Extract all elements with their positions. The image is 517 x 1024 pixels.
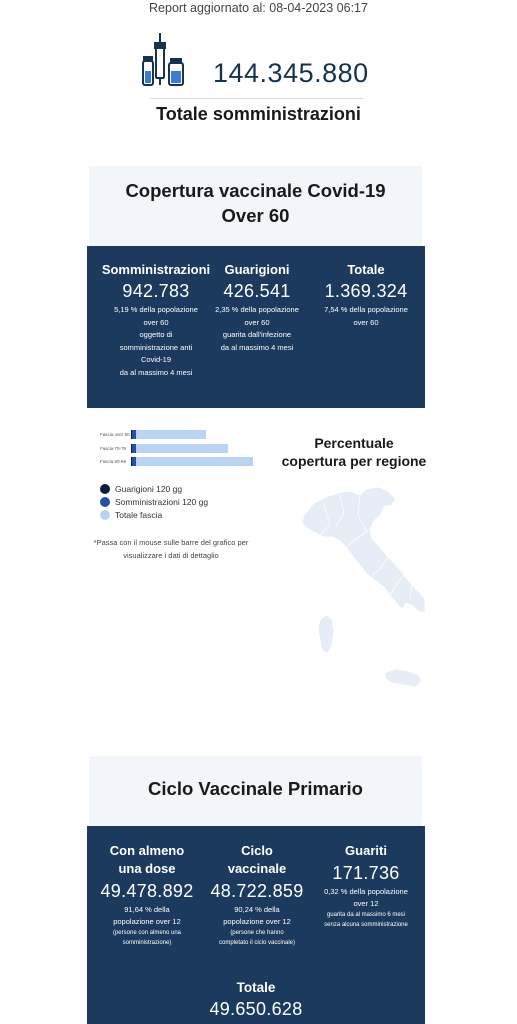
stat-desc: popolazione over 12 [223, 917, 291, 926]
legend-dot [100, 497, 110, 507]
stat-small: (persone che hanno [230, 930, 284, 936]
primario-title: Ciclo Vaccinale Primario [148, 778, 363, 799]
stat-small: completato il ciclo vaccinale) [218, 940, 296, 946]
stat-value: 1.369.324 [324, 281, 408, 301]
stat-desc: over 60 [353, 317, 379, 327]
stat-small: guarita da al massimo 6 mesi [326, 912, 406, 918]
stat-value: 49.478.892 [100, 881, 194, 901]
map-title-line1: Percentuale [314, 435, 394, 451]
legend-totale-fascia [100, 510, 162, 520]
stat-desc: 0,32 % della popolazione [324, 887, 408, 896]
stat-desc: Covid-19 [140, 355, 171, 364]
fascia-bar-chart[interactable] [97, 430, 267, 472]
report-updated-text: Report aggiornato al: 08-04-2023 06:17 [149, 1, 368, 15]
stat-desc: 91,64 % della [124, 905, 170, 914]
bar-category-label: Fascia 70-79 [100, 445, 127, 451]
stat-heading: Guarigioni [224, 262, 290, 277]
chart-hover-note [86, 536, 256, 562]
stat-guarigioni [206, 262, 308, 354]
stat-heading: Con almeno [109, 843, 185, 858]
legend-dot [100, 484, 110, 494]
over60-stats-panel [87, 246, 425, 408]
stat-desc: 5,19 % della popolazione [114, 305, 198, 314]
stat-almeno-una-dose [93, 842, 201, 948]
stat-desc: da al massimo 4 mesi [119, 367, 193, 377]
stat-heading: Totale [236, 980, 276, 995]
legend-label: Somministrazioni 120 gg [115, 497, 209, 507]
stat-desc: popolazione over 12 [113, 917, 181, 926]
legend-label: Guarigioni 120 gg [115, 484, 183, 494]
stat-desc: somministrazione anti [119, 342, 193, 352]
stat-desc: 2,35 % della popolazione [215, 305, 299, 314]
over60-title-line1: Copertura vaccinale Covid-19 [125, 180, 386, 201]
stat-value: 942.783 [122, 281, 190, 301]
stat-value: 426.541 [223, 281, 291, 301]
stat-heading: Ciclo [241, 843, 273, 858]
totale-somministrazioni-value: 144.345.880 [213, 58, 369, 88]
stat-heading: Guariti [345, 843, 387, 858]
stat-heading: una dose [118, 861, 176, 876]
over60-title-panel [89, 166, 422, 246]
map-sicily[interactable] [384, 669, 422, 687]
vaccine-vial-icon [140, 33, 186, 88]
stat-value: 171.736 [332, 863, 400, 883]
stat-desc: guarita dall'infezione [222, 330, 292, 339]
bar-segment[interactable] [136, 430, 206, 439]
stat-desc: da al massimo 4 mesi [220, 342, 294, 352]
bar-category-label: Fascia 60-69 [100, 459, 127, 464]
legend-dot [100, 510, 110, 520]
note-line: *Passa con il mouse sulle barre del grafico per [93, 538, 249, 547]
stat-heading: vaccinale [227, 861, 287, 876]
stat-desc: over 60 [244, 317, 270, 327]
stat-desc: 7,54 % della popolazione [324, 305, 408, 314]
map-mainland[interactable] [302, 487, 425, 613]
stat-primario-totale [87, 980, 425, 1020]
map-title-line2: copertura per regione [281, 453, 427, 469]
stat-value: 48.722.859 [210, 881, 304, 901]
primario-title-panel [89, 756, 422, 826]
stat-somministrazioni [97, 262, 215, 379]
map-title [262, 434, 446, 470]
stat-totale [313, 262, 419, 329]
stat-guariti [313, 842, 419, 930]
note-line: visualizzare i dati di dettaglio [123, 551, 219, 560]
stat-ciclo-vaccinale [205, 842, 309, 948]
stat-small: senza alcuna somministrazione [324, 922, 408, 928]
bar-segment[interactable] [136, 457, 253, 466]
stat-desc: oggetto di [139, 330, 173, 339]
stat-heading: Totale [347, 262, 385, 277]
stat-desc: over 12 [353, 899, 379, 908]
bar-category-label: Fascia over 80 [100, 432, 130, 437]
divider [150, 98, 364, 99]
totale-somministrazioni-label: Totale somministrazioni [156, 104, 361, 124]
legend-somministrazioni [100, 497, 208, 507]
stat-desc: over 60 [143, 317, 169, 327]
stat-small: (persone con almeno una [112, 930, 182, 936]
stat-desc: 90,24 % della [234, 905, 280, 914]
map-sardinia[interactable] [318, 615, 334, 653]
over60-title-line2: Over 60 [221, 205, 290, 226]
primario-stats-panel [87, 826, 425, 1024]
stat-heading: Somministrazioni [101, 262, 211, 277]
legend-guarigioni [100, 484, 182, 494]
stat-value: 49.650.628 [209, 999, 303, 1019]
bar-segment[interactable] [136, 444, 229, 453]
italy-region-map[interactable] [300, 485, 425, 705]
legend-label: Totale fascia [115, 510, 163, 520]
stat-small: somministrazione) [122, 940, 172, 946]
